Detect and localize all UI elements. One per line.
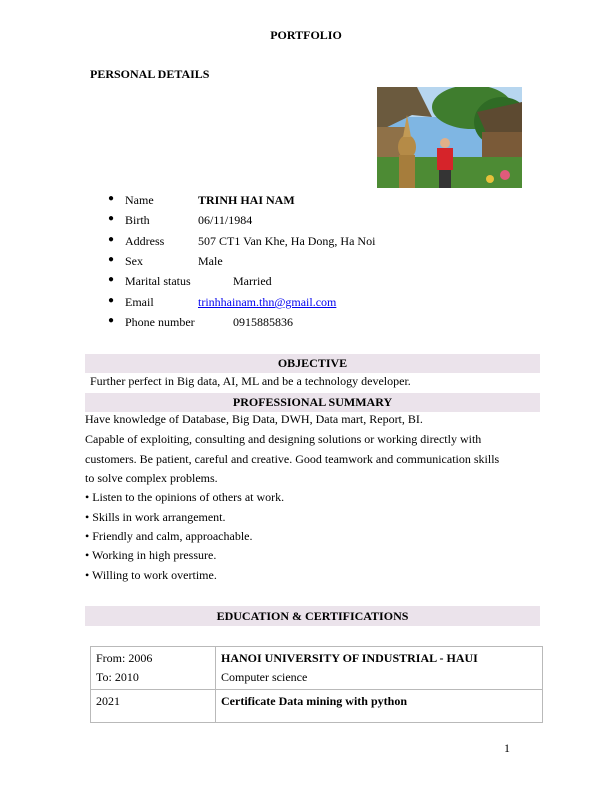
page-number: 1	[504, 741, 510, 755]
info-label: Phone number	[125, 315, 195, 329]
education-heading: EDUCATION & CERTIFICATIONS	[85, 606, 540, 626]
table-row	[91, 647, 543, 690]
summary-line: customers. Be patient, careful and creative. Good teamwork and communication skills	[85, 452, 500, 466]
info-value-address: 507 CT1 Van Khe, Ha Dong, Ha Noi	[198, 234, 376, 248]
summary-bullet: • Listen to the opinions of others at work.	[85, 490, 285, 504]
info-value-phone: 0915885836	[233, 315, 293, 329]
education-table	[90, 646, 543, 723]
education-school: HANOI UNIVERSITY OF INDUSTRIAL - HAUI	[221, 651, 478, 665]
summary-bullet: • Willing to work overtime.	[85, 568, 217, 582]
page-title: PORTFOLIO	[270, 28, 342, 42]
objective-heading: OBJECTIVE	[85, 354, 540, 373]
education-to: To: 2010	[96, 670, 139, 684]
info-label: Address	[125, 234, 165, 248]
info-value-sex: Male	[198, 254, 223, 268]
personal-details-heading: PERSONAL DETAILS	[90, 67, 210, 81]
professional-summary-heading: PROFESSIONAL SUMMARY	[85, 393, 540, 412]
bullet-icon: ●	[108, 213, 115, 224]
summary-line: Capable of exploiting, consulting and designing solutions or working directly with	[85, 432, 482, 446]
bullet-icon: ●	[108, 295, 115, 306]
info-value-birth: 06/11/1984	[198, 213, 253, 227]
education-school-cell	[216, 647, 543, 690]
bullet-icon: ●	[108, 315, 115, 326]
info-label: Birth	[125, 213, 150, 227]
summary-line: to solve complex problems.	[85, 471, 218, 485]
bullet-icon: ●	[108, 234, 115, 245]
info-value-marital: Married	[233, 274, 272, 288]
education-from: From: 2006	[96, 651, 153, 665]
certificate-name: Certificate Data mining with python	[216, 690, 543, 723]
info-label: Marital status	[125, 274, 191, 288]
certificate-year: 2021	[91, 690, 216, 723]
education-major: Computer science	[221, 670, 308, 684]
education-dates	[91, 647, 216, 690]
bullet-icon: ●	[108, 193, 115, 204]
info-value-name: TRINH HAI NAM	[198, 193, 295, 207]
info-label: Email	[125, 295, 154, 309]
objective-text: Further perfect in Big data, AI, ML and be a technology developer.	[90, 374, 411, 388]
profile-photo	[377, 87, 522, 188]
table-row	[91, 690, 543, 723]
info-label: Name	[125, 193, 154, 207]
summary-bullet: • Friendly and calm, approachable.	[85, 529, 253, 543]
bullet-icon: ●	[108, 274, 115, 285]
summary-line: Have knowledge of Database, Big Data, DWH, Data mart, Report, BI.	[85, 412, 423, 426]
summary-bullet: • Working in high pressure.	[85, 548, 217, 562]
info-label: Sex	[125, 254, 143, 268]
email-link[interactable]: trinhhainam.thn@gmail.com	[198, 295, 337, 309]
summary-bullet: • Skills in work arrangement.	[85, 510, 226, 524]
bullet-icon: ●	[108, 254, 115, 265]
